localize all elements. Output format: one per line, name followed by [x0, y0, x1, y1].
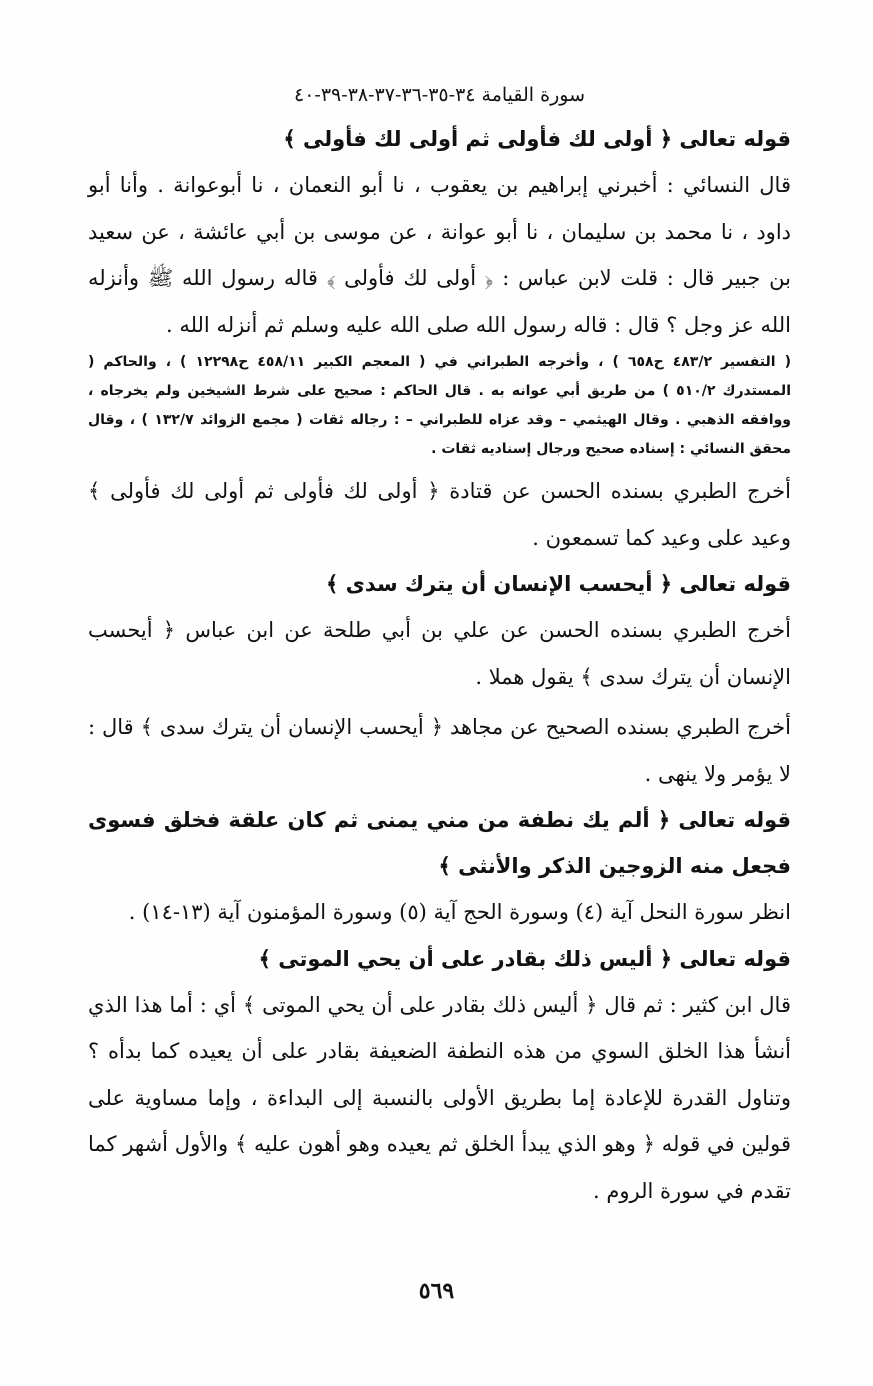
section-alaysa-dhalika — [88, 936, 791, 1215]
paragraph: قال ابن كثير : ثم قال ﴿ أليس ذلك بقادر على أن يحي الموتى ﴾ أي : أما هذا الذي أنشأ هذا الخلق السوي من هذه النطفة الضعيفة بقادر على أن يعيده كما بدأه ؟ وتناول القدرة للإعادة إما بطريق الأولى بالنسبة إلى البداءة ، وإما مساوية على قولين في قوله ﴿ وهو الذي يبدأ الخلق ثم يعيده وهو أهون عليه ﴾ والأول أشهر كما تقدم في سورة الروم . — [88, 992, 791, 1203]
paragraph: أخرج الطبري بسنده الحسن عن قتادة ﴿ أولى لك فأولى ثم أولى لك فأولى ﴾ وعيد على وعيد كما تسمعون . — [88, 479, 791, 550]
page-number: ٥٦٩ — [418, 1278, 455, 1304]
section-ayahsabu — [88, 561, 791, 797]
section-heading: قوله تعالى ﴿ أولى لك فأولى ثم أولى لك فأولى ﴾ — [283, 127, 791, 151]
paragraph: أخرج الطبري بسنده الحسن عن علي بن أبي طلحة عن ابن عباس ﴿ أيحسب الإنسان أن يترك سدى ﴾ يقول هملا . — [88, 618, 791, 689]
section-alam-yaku — [88, 797, 791, 936]
paragraph: انظر سورة النحل آية (٤) وسورة الحج آية (٥) وسورة المؤمنون آية (١٣-١٤) . — [128, 900, 791, 924]
section-heading: قوله تعالى ﴿ أليس ذلك بقادر على أن يحي الموتى ﴾ — [258, 946, 791, 971]
section-heading: قوله تعالى ﴿ أيحسب الإنسان أن يترك سدى ﴾ — [325, 572, 791, 596]
paragraph: قال النسائي : أخبرني إبراهيم بن يعقوب ، نا أبو النعمان ، نا أبوعوانة . وأنا أبو داود ، نا محمد بن سليمان ، نا أبو عوانة ، عن موسى بن أبي عائشة ، عن سعيد بن جبير قال : قلت لابن عباس : ﴿ أولى لك فأولى ﴾ قاله رسول الله ﷺ وأنزله الله عز وجل ؟ قال : قاله رسول الله صلى الله عليه وسلم ثم أنزله الله . — [88, 173, 791, 337]
paragraph: أخرج الطبري بسنده الصحيح عن مجاهد ﴿ أيحسب الإنسان أن يترك سدى ﴾ قال : لا يؤمر ولا ينهى . — [88, 715, 791, 786]
section-awla-laka — [88, 116, 791, 561]
section-heading: قوله تعالى ﴿ ألم يك نطفة من مني يمنى ثم كان علقة فخلق فسوى فجعل منه الزوجين الذكر والأنثى ﴾ — [88, 808, 791, 878]
footnote-citation: ( التفسير ٤٨٣/٢ ح٦٥٨ ) ، وأخرجه الطبراني في ( المعجم الكبير ٤٥٨/١١ ح١٢٢٩٨ ) ، والحاكم ( المستدرك ٥١٠/٢ ) من طريق أبي عوانه به . قال الحاكم : صحيح على شرط الشيخين ولم يخرجاه ، ووافقه الذهبي . وقال الهيثمي – وقد عزاه للطبراني – : رجاله ثقات ( مجمع الزوائد ١٣٢/٧ ) ، وقال محقق النسائي : إسناده صحيح ورجال إسناديه ثقات . — [88, 354, 792, 457]
running-header: سورة القيامة ٣٤-٣٥-٣٦-٣٧-٣٨-٣٩-٤٠ — [294, 84, 585, 106]
